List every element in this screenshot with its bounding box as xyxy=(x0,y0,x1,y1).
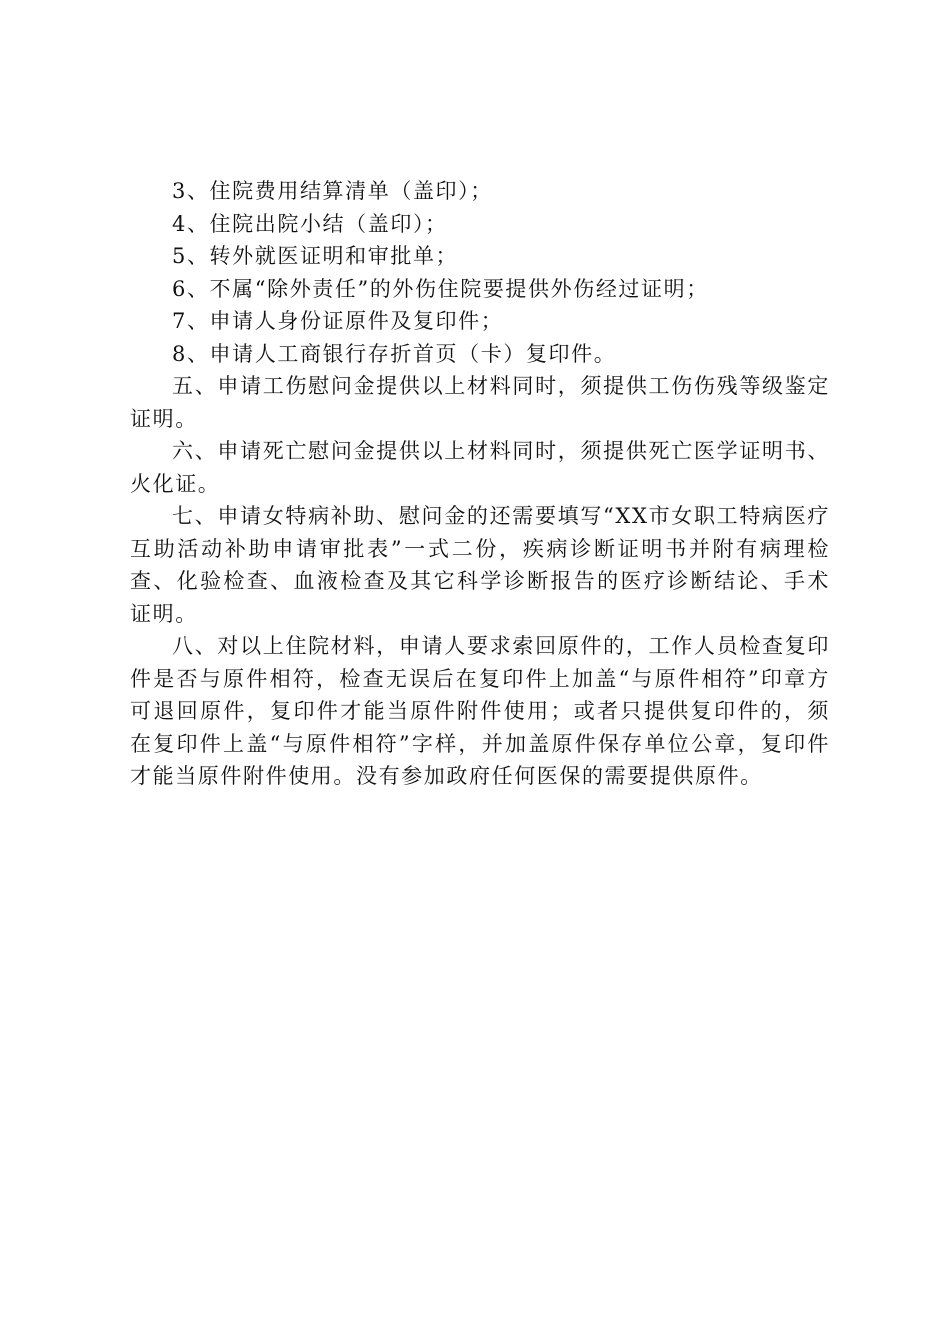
list-item-8: 8、申请人工商银行存折首页（卡）复印件。 xyxy=(172,341,617,366)
paragraph-eight: 八、对以上住院材料，申请人要求索回原件的，工作人员检查复印件是否与原件相符，检查无误后在复印件上加盖“与原件相符”印章方可退回原件，复印件才能当原件附件使用；或者只提供复印件的，须在复印件上盖“与原件相符”字样，并加盖原件保存单位公章，复印件才能当原件附件使用。没有参加政府任何医保的需要提供原件。 xyxy=(130,634,830,788)
list-item-7: 7、申请人身份证原件及复印件； xyxy=(172,309,504,333)
list-item-5: 5、转外就医证明和审批单； xyxy=(172,244,459,268)
paragraph-five: 五、申请工伤慰问金提供以上材料同时，须提供工伤伤残等级鉴定证明。 xyxy=(130,374,830,431)
list-item-3: 3、住院费用结算清单（盖印）； xyxy=(172,179,493,203)
paragraph-six: 六、申请死亡慰问金提供以上材料同时，须提供死亡医学证明书、火化证。 xyxy=(130,439,830,496)
document-body xyxy=(130,175,830,793)
list-item-6: 6、不属“除外责任”的外伤住院要提供外伤经过证明； xyxy=(172,276,709,301)
list-item-4: 4、住院出院小结（盖印）； xyxy=(172,211,448,236)
paragraph-seven: 七、申请女特病补助、慰问金的还需要填写“XX市女职工特病医疗互助活动补助申请审批表”一式二份，疾病诊断证明书并附有病理检查、化验检查、血液检查及其它科学诊断报告的医疗诊断结论、手术证明。 xyxy=(130,504,830,626)
